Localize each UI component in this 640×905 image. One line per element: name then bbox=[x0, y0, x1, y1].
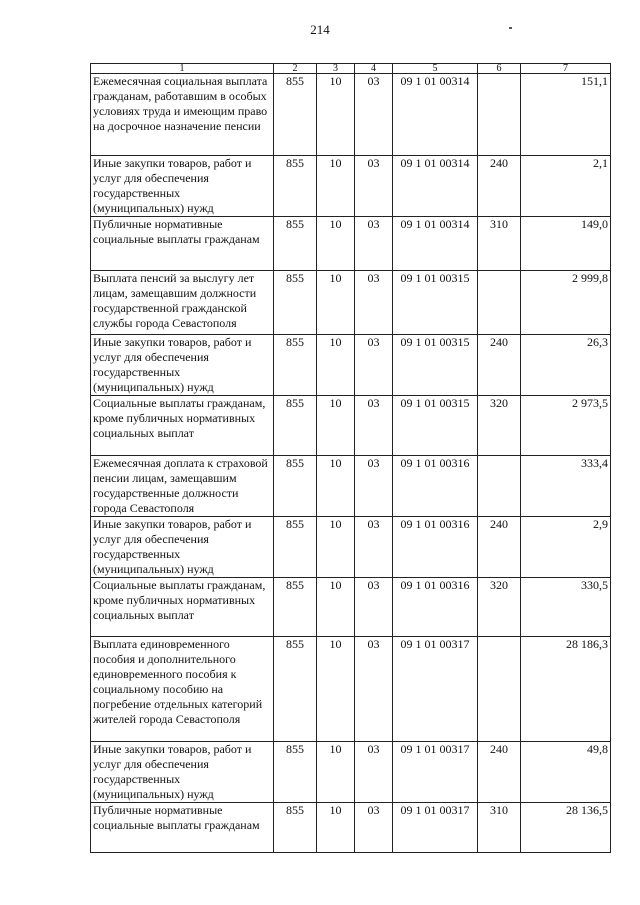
page-number: 214 bbox=[310, 22, 330, 37]
row-name: Иные закупки товаров, работ и услуг для обеспечения государственных (муниципальных) нужд bbox=[91, 742, 274, 803]
col-header-5: 5 bbox=[393, 64, 478, 74]
row-amount: 333,4 bbox=[521, 456, 611, 517]
row-expense-type bbox=[478, 456, 521, 517]
row-name: Ежемесячная доплата к страховой пенсии лицам, замещавшим государственные должности города Севастополя bbox=[91, 456, 274, 517]
row-admin-code: 855 bbox=[274, 742, 317, 803]
row-section: 10 bbox=[317, 74, 355, 156]
row-expense-type: 310 bbox=[478, 217, 521, 271]
row-subsection: 03 bbox=[355, 456, 393, 517]
row-section: 10 bbox=[317, 335, 355, 396]
col-header-2: 2 bbox=[274, 64, 317, 74]
row-expense-type: 240 bbox=[478, 517, 521, 578]
table-row bbox=[91, 335, 611, 396]
row-admin-code: 855 bbox=[274, 335, 317, 396]
row-amount: 28 186,3 bbox=[521, 637, 611, 742]
row-subsection: 03 bbox=[355, 396, 393, 456]
row-admin-code: 855 bbox=[274, 456, 317, 517]
budget-table bbox=[90, 63, 611, 853]
row-name: Выплата пенсий за выслугу лет лицам, замещавшим должности государственной гражданской службы города Севастополя bbox=[91, 271, 274, 335]
row-expense-type: 240 bbox=[478, 742, 521, 803]
row-expense-type: 240 bbox=[478, 335, 521, 396]
row-target-code: 09 1 01 00317 bbox=[393, 803, 478, 853]
table-row bbox=[91, 517, 611, 578]
row-target-code: 09 1 01 00316 bbox=[393, 517, 478, 578]
row-name: Выплата единовременного пособия и дополнительного единовременного пособия к социальному пособию на погребение отдельных категорий жителей города Севастополя bbox=[91, 637, 274, 742]
row-subsection: 03 bbox=[355, 156, 393, 217]
row-amount: 26,3 bbox=[521, 335, 611, 396]
col-header-1: 1 bbox=[91, 64, 274, 74]
row-expense-type bbox=[478, 637, 521, 742]
row-target-code: 09 1 01 00314 bbox=[393, 74, 478, 156]
table-row bbox=[91, 156, 611, 217]
row-amount: 151,1 bbox=[521, 74, 611, 156]
row-subsection: 03 bbox=[355, 803, 393, 853]
col-header-7: 7 bbox=[521, 64, 611, 74]
row-name: Иные закупки товаров, работ и услуг для обеспечения государственных (муниципальных) нужд bbox=[91, 517, 274, 578]
row-name: Социальные выплаты гражданам, кроме публичных нормативных социальных выплат bbox=[91, 578, 274, 637]
table-row bbox=[91, 578, 611, 637]
row-target-code: 09 1 01 00315 bbox=[393, 335, 478, 396]
row-section: 10 bbox=[317, 396, 355, 456]
row-expense-type: 240 bbox=[478, 156, 521, 217]
row-subsection: 03 bbox=[355, 742, 393, 803]
row-expense-type bbox=[478, 271, 521, 335]
table-row bbox=[91, 396, 611, 456]
row-section: 10 bbox=[317, 637, 355, 742]
row-section: 10 bbox=[317, 742, 355, 803]
col-header-3: 3 bbox=[317, 64, 355, 74]
header-row bbox=[91, 64, 611, 74]
row-admin-code: 855 bbox=[274, 74, 317, 156]
row-expense-type: 310 bbox=[478, 803, 521, 853]
row-section: 10 bbox=[317, 578, 355, 637]
table-row bbox=[91, 803, 611, 853]
row-section: 10 bbox=[317, 156, 355, 217]
row-subsection: 03 bbox=[355, 578, 393, 637]
row-name: Иные закупки товаров, работ и услуг для обеспечения государственных (муниципальных) нужд bbox=[91, 335, 274, 396]
row-amount: 2,1 bbox=[521, 156, 611, 217]
row-target-code: 09 1 01 00314 bbox=[393, 217, 478, 271]
row-amount: 49,8 bbox=[521, 742, 611, 803]
row-target-code: 09 1 01 00315 bbox=[393, 271, 478, 335]
row-target-code: 09 1 01 00317 bbox=[393, 742, 478, 803]
table-row bbox=[91, 74, 611, 156]
row-amount: 330,5 bbox=[521, 578, 611, 637]
table-row bbox=[91, 271, 611, 335]
row-subsection: 03 bbox=[355, 637, 393, 742]
row-amount: 28 136,5 bbox=[521, 803, 611, 853]
row-name: Социальные выплаты гражданам, кроме публичных нормативных социальных выплат bbox=[91, 396, 274, 456]
row-subsection: 03 bbox=[355, 217, 393, 271]
row-target-code: 09 1 01 00316 bbox=[393, 578, 478, 637]
row-admin-code: 855 bbox=[274, 271, 317, 335]
row-section: 10 bbox=[317, 271, 355, 335]
col-header-6: 6 bbox=[478, 64, 521, 74]
row-admin-code: 855 bbox=[274, 517, 317, 578]
table-row bbox=[91, 456, 611, 517]
row-admin-code: 855 bbox=[274, 156, 317, 217]
row-subsection: 03 bbox=[355, 335, 393, 396]
row-subsection: 03 bbox=[355, 271, 393, 335]
row-expense-type: 320 bbox=[478, 396, 521, 456]
row-section: 10 bbox=[317, 456, 355, 517]
row-target-code: 09 1 01 00315 bbox=[393, 396, 478, 456]
table-row bbox=[91, 217, 611, 271]
row-expense-type bbox=[478, 74, 521, 156]
row-admin-code: 855 bbox=[274, 578, 317, 637]
row-amount: 2 973,5 bbox=[521, 396, 611, 456]
row-admin-code: 855 bbox=[274, 803, 317, 853]
row-expense-type: 320 bbox=[478, 578, 521, 637]
row-subsection: 03 bbox=[355, 74, 393, 156]
row-target-code: 09 1 01 00317 bbox=[393, 637, 478, 742]
table-row bbox=[91, 637, 611, 742]
row-name: Ежемесячная социальная выплата гражданам, работавшим в особых условиях труда и имеющим право на досрочное назначение пенсии bbox=[91, 74, 274, 156]
row-admin-code: 855 bbox=[274, 396, 317, 456]
row-amount: 2 999,8 bbox=[521, 271, 611, 335]
row-subsection: 03 bbox=[355, 517, 393, 578]
row-section: 10 bbox=[317, 803, 355, 853]
scan-mark bbox=[509, 27, 512, 29]
row-section: 10 bbox=[317, 517, 355, 578]
table-row bbox=[91, 742, 611, 803]
row-name: Иные закупки товаров, работ и услуг для обеспечения государственных (муниципальных) нужд bbox=[91, 156, 274, 217]
row-target-code: 09 1 01 00316 bbox=[393, 456, 478, 517]
row-admin-code: 855 bbox=[274, 637, 317, 742]
row-admin-code: 855 bbox=[274, 217, 317, 271]
col-header-4: 4 bbox=[355, 64, 393, 74]
row-section: 10 bbox=[317, 217, 355, 271]
row-name: Публичные нормативные социальные выплаты гражданам bbox=[91, 217, 274, 271]
row-target-code: 09 1 01 00314 bbox=[393, 156, 478, 217]
row-amount: 2,9 bbox=[521, 517, 611, 578]
row-amount: 149,0 bbox=[521, 217, 611, 271]
row-name: Публичные нормативные социальные выплаты гражданам bbox=[91, 803, 274, 853]
